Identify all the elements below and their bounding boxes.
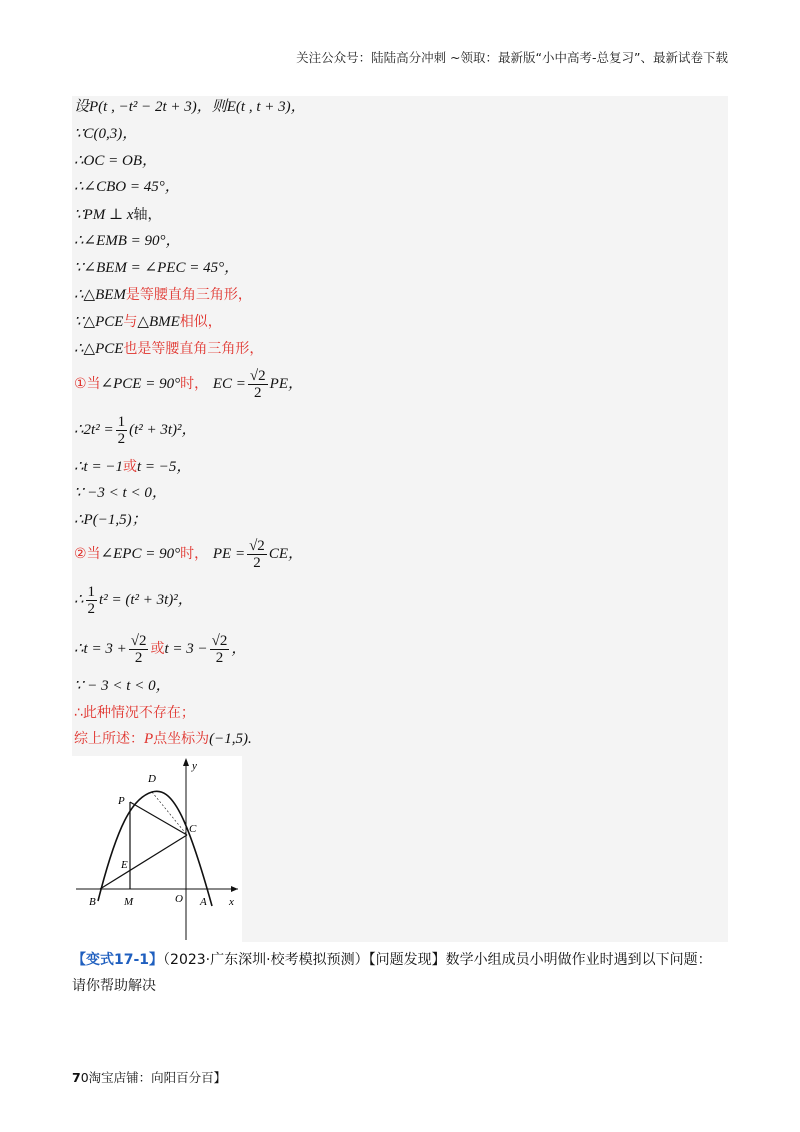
solution-line-1: 设P(t , −t² − 2t + 3)，则E(t , t + 3)， [74, 99, 306, 115]
ce-term: CE， [268, 546, 303, 562]
label-x: x [229, 896, 234, 908]
solution-line-13 [74, 456, 191, 477]
line-pc [130, 802, 187, 835]
y-arrow-icon [183, 758, 189, 766]
solution-line-19: ∵ − 3 < t < 0， [74, 678, 171, 694]
variant-line [72, 950, 712, 970]
triangle-bme: △BME [137, 314, 180, 330]
coords-label: 点坐标为 [153, 731, 210, 747]
triangle-pce: ∵△PCE [74, 314, 124, 330]
solution-line-12 [74, 412, 197, 447]
or-text-2: 或 [150, 641, 165, 657]
eq-2: t² = (t² + 3t)²， [99, 592, 193, 608]
variant-tag: 【变式17-1】 [72, 952, 164, 968]
solution-line-2: ∵C(0,3)， [74, 126, 138, 142]
point-p: P [144, 731, 154, 747]
line-bc [100, 835, 187, 889]
solution-line-3: ∴OC = OB， [74, 153, 157, 169]
page-header: 关注公众号：陆陆高分冲刺 ~领取：最新版“小中高考-总复习”、最新试卷下载 [296, 50, 728, 65]
triangle-bem: ∴△BEM [74, 287, 126, 303]
fraction-sqrt2-over-2-c: $\frac{√2}{2}$ [130, 632, 147, 666]
solution-line-15: ∴P(−1,5)； [74, 512, 147, 528]
angle-epc: ∠EPC = 90° [100, 546, 181, 562]
solution-line-4: ∴∠CBO = 45°， [74, 179, 180, 195]
solution-line-7: ∵∠BEM = ∠PEC = 45°， [74, 260, 240, 276]
ec-eq: EC = [212, 376, 246, 392]
solution-line-21 [74, 728, 252, 749]
root-4: t = 3 − [164, 641, 208, 657]
label-b: B [89, 896, 96, 908]
root-2: t = −5， [136, 459, 192, 475]
pe-eq: PE = [212, 546, 246, 562]
axis-word: 轴， [133, 207, 162, 223]
solution-line-20: ∴此种情况不存在； [74, 705, 195, 721]
when-text: 时， [180, 376, 209, 392]
angle-pce: ∠PCE = 90° [100, 376, 181, 392]
solution-line-5 [74, 204, 161, 225]
case-2-label: ②当 [74, 546, 101, 562]
variant-problem: 【问题发现】数学小组成员小明做作业时遇到以下问题： [368, 952, 712, 968]
when-text-2: 时， [180, 546, 209, 562]
also-isosceles-text: 也是等腰直角三角形， [123, 341, 264, 357]
label-y: y [192, 760, 197, 772]
or-text: 或 [122, 459, 137, 475]
solution-line-10 [74, 338, 263, 359]
therefore-sym: ∴ [74, 592, 84, 608]
and-text: 与 [123, 314, 138, 330]
fraction-sqrt2-over-2-b: $\frac{√2}{2}$ [249, 537, 265, 571]
summary-label: 综上所述： [74, 731, 144, 747]
eq-left: ∴2t² = [74, 422, 114, 438]
fraction-sqrt2-over-2-d: $\frac{√2}{2}$ [211, 632, 228, 666]
label-p: P [118, 795, 125, 807]
final-coords: (−1,5). [209, 731, 252, 747]
fraction-sqrt2-over-2: $\frac{√2}{2}$ [249, 367, 266, 401]
solution-line-17 [74, 582, 193, 617]
label-c: C [189, 823, 197, 835]
solution-line-9 [74, 311, 222, 332]
fraction-one-half: $\frac{1}{2}$ [117, 413, 126, 447]
solution-line-11 [74, 366, 303, 401]
label-m: M [124, 896, 134, 908]
solution-line-6: ∴∠EMB = 90°， [74, 233, 181, 249]
isosceles-right-text: 是等腰直角三角形， [125, 287, 252, 303]
similar-text: 相似， [179, 314, 222, 330]
label-e: E [121, 859, 128, 871]
solution-line-8 [74, 284, 252, 305]
root-3: ∴t = 3 + [74, 641, 127, 657]
solution-line-18 [74, 630, 246, 667]
page-footer [72, 1068, 226, 1086]
perp-statement: ∵PM ⊥ x [74, 207, 134, 223]
variant-source: （2023·广东深圳·校考模拟预测） [163, 952, 369, 968]
footer-text: 0淘宝店铺：向阳百分百】 [80, 1070, 227, 1085]
case-1-label: ①当 [74, 376, 101, 392]
label-a: A [200, 896, 207, 908]
solution-line-14: ∵ −3 < t < 0， [74, 485, 167, 501]
fraction-one-half-b: $\frac{1}{2}$ [87, 583, 96, 617]
root-1: ∴t = −1 [74, 459, 123, 475]
eq-right: (t² + 3t)²， [129, 422, 197, 438]
label-d: D [148, 773, 156, 785]
x-arrow-icon [231, 886, 238, 892]
solution-line-16 [74, 536, 303, 571]
comma: ， [231, 641, 247, 657]
page-number: 7 [72, 1070, 81, 1085]
pe-term: PE， [269, 376, 303, 392]
triangle-pce-2: ∴△PCE [74, 341, 124, 357]
label-o: O [175, 893, 183, 905]
parabola-figure [72, 756, 242, 942]
variant-line-2: 请你帮助解决 [72, 978, 156, 994]
